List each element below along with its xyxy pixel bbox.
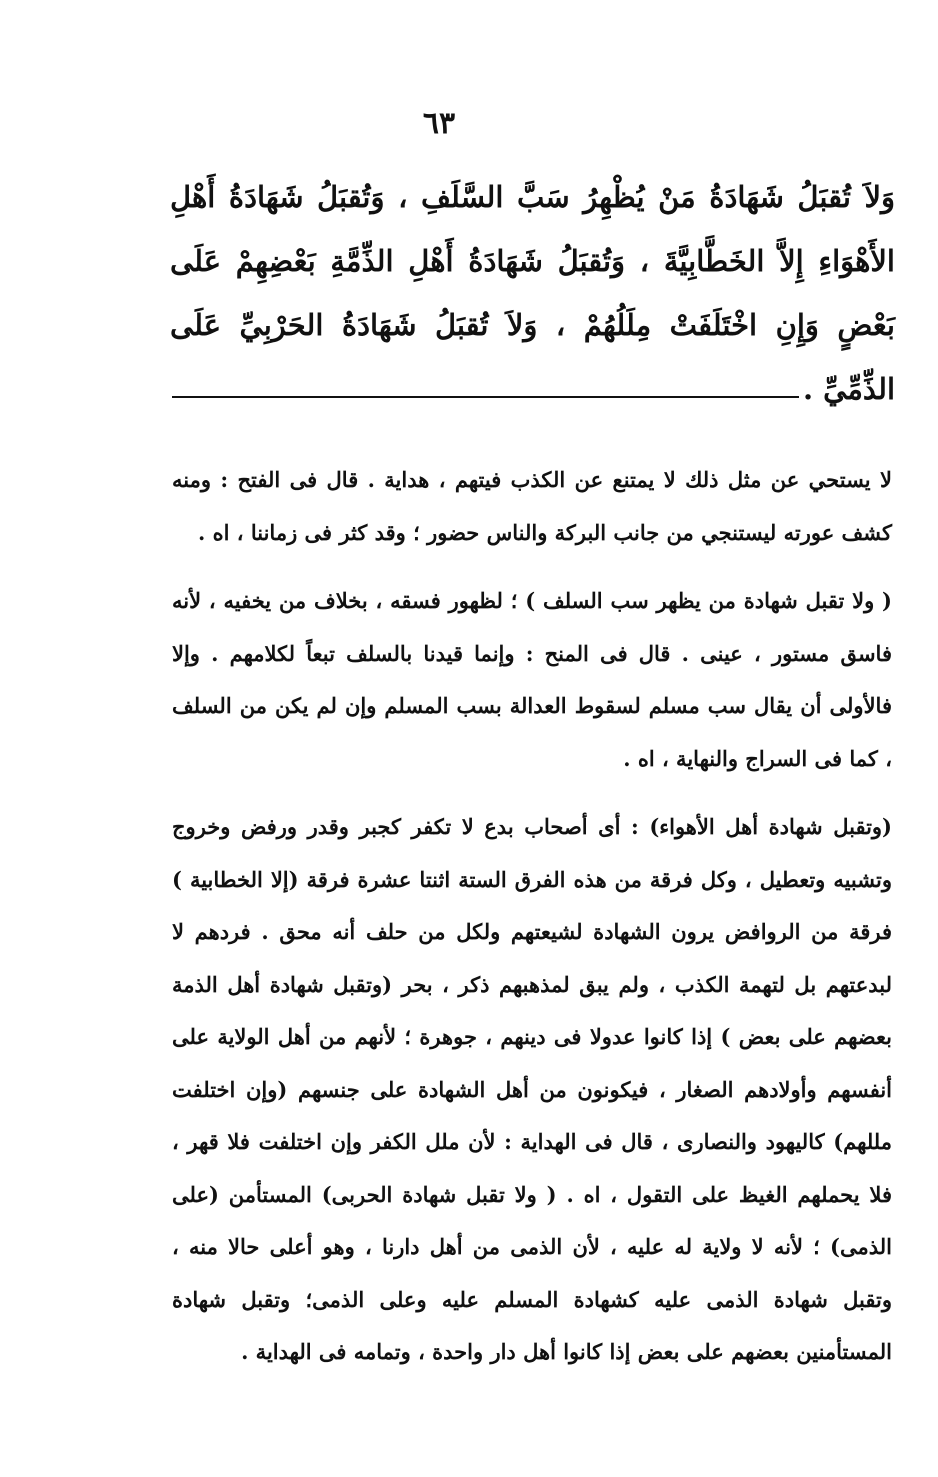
main-text bbox=[170, 165, 895, 421]
commentary-paragraph-3: (وتقبل شهادة أهل الأهواء) : أى أصحاب بدع لا تكفر كجبر وقدر ورفض وخروج وتشبيه وتعطيل ، وكل فرقة من هذه الفرق الستة اثنتا عشرة فرقة (إلا الخطابية ) فرقة من الروافض يرون الشهادة لشيعتهم ولكل من حلف أنه محق . فردهم لا لبدعتهم بل لتهمة الكذب ، ولم يبق لمذهبهم ذكر ، بحر (وتقبل شهادة أهل الذمة بعضهم على بعض ) إذا كانوا عدولا فى دينهم ، جوهرة ؛ لأنهم من أهل الولاية على أنفسهم وأولادهم الصغار ، فيكونون من أهل الشهادة على جنسهم (وإن اختلفت مللهم) كاليهود والنصارى ، قال فى الهداية : لأن ملل الكفر وإن اختلفت فلا قهر ، فلا يحملهم الغيظ على التقول ، اه . ( ولا تقبل شهادة الحربى) المستأمن (على الذمى) ؛ لأنه لا ولاية له عليه ، لأن الذمى من أهل دارنا ، وهو أعلى حالا منه ، وتقبل شهادة الذمى عليه كشهادة المسلم عليه وعلى الذمى؛ وتقبل شهادة المستأمنين بعضهم على بعض إذا كانوا أهل دار واحدة ، وتمامه فى الهداية . bbox=[172, 814, 893, 1364]
commentary-paragraph-2: ( ولا تقبل شهادة من يظهر سب السلف ) ؛ لظهور فسقه ، بخلاف من يخفيه ، لأنه فاسق مستور ، عينى . قال فى المنح : وإنما قيدنا بالسلف تبعاً لكلامهم . وإلا فالأولى أن يقال سب مسلم لسقوط العدالة بسب المسلم وإن لم يكن من السلف ، كما فى السراج والنهاية ، اه . bbox=[172, 588, 892, 771]
page-number: ٦٣ bbox=[422, 106, 456, 141]
footnote-separator bbox=[172, 396, 799, 398]
commentary bbox=[172, 454, 892, 1379]
commentary-paragraph-1: لا يستحي عن مثل ذلك لا يمتنع عن الكذب فيتهم ، هداية . قال فى الفتح : ومنه كشف عورته ليستنجي من جانب البركة والناس حضور ؛ وقد كثر فى زماننا ، اه . bbox=[172, 467, 892, 545]
main-text-paragraph: وَلاَ تُقبَلُ شَهَادَةُ مَنْ يُظْهِرُ سَبَّ السَّلَفِ ، وَتُقبَلُ شَهَادَةُ أَهْلِ الأَهْوَاءِ إِلاَّ الخَطَّابِيَّةَ ، وَتُقبَلُ شَهَادَةُ أَهْلِ الذِّمَّةِ بَعْضِهِمْ عَلَى بَعْضٍ وَإِنِ اخْتَلَفَتْ مِلَلُهُمْ ، وَلاَ تُقبَلُ شَهَادَةُ الحَرْبِيِّ عَلَى الذِّمِّيِّ . bbox=[170, 180, 895, 406]
